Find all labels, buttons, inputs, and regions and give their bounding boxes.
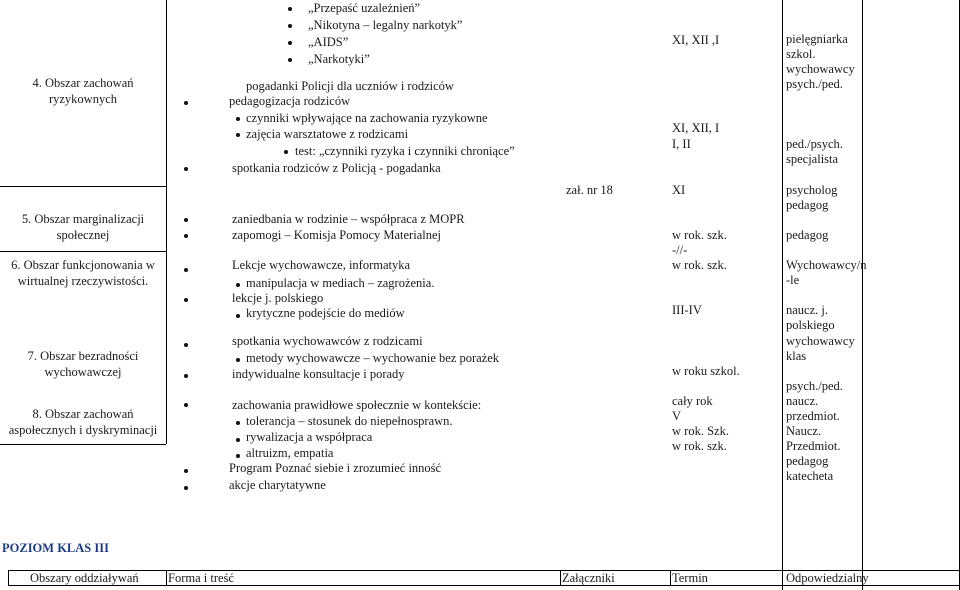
area-8-line-2: aspołecznych i dyskryminacji bbox=[8, 422, 158, 437]
responsible-value: pedagog bbox=[786, 198, 829, 212]
header-responsible: Odpowiedzialny bbox=[786, 571, 869, 585]
section-heading: POZIOM KLAS III bbox=[2, 541, 109, 555]
content-line: Program Poznać siebie i zrozumieć inność bbox=[229, 461, 442, 475]
bullet-icon bbox=[236, 358, 240, 362]
content-line: „Nikotyna – legalny narkotyk” bbox=[308, 18, 463, 32]
responsible-value: przedmiot. bbox=[786, 409, 840, 423]
bullet-icon bbox=[236, 421, 240, 425]
area-8 bbox=[0, 407, 166, 438]
content-line: zachowania prawidłowe społecznie w kontekście: bbox=[232, 398, 482, 412]
responsible-value: wychowawcy bbox=[786, 62, 855, 76]
responsible-value: szkol. bbox=[786, 47, 816, 61]
bullet-icon bbox=[184, 374, 188, 378]
area-7-line-2: wychowawczej bbox=[44, 364, 122, 379]
grid-line bbox=[862, 0, 863, 590]
responsible-value: psych./ped. bbox=[786, 77, 843, 91]
area-7-line-1: 7. Obszar bezradności bbox=[27, 349, 139, 363]
content-line: lekcje j. polskiego bbox=[232, 291, 324, 305]
responsible-value: katecheta bbox=[786, 469, 834, 483]
term-value: w rok. szk. bbox=[672, 228, 727, 242]
content-line: tolerancja – stosunek do niepełnosprawn. bbox=[246, 414, 453, 428]
term-value: w roku szkol. bbox=[672, 364, 740, 378]
header-attachments: Załączniki bbox=[562, 571, 615, 585]
grid-line bbox=[0, 444, 166, 445]
grid-line bbox=[670, 570, 671, 586]
term-value: XI bbox=[672, 183, 686, 197]
bullet-icon bbox=[236, 438, 240, 442]
area-4 bbox=[0, 76, 166, 107]
responsible-value: Wychowawcy/n bbox=[786, 258, 867, 272]
term-value: I, II bbox=[672, 137, 691, 151]
responsible-value: pielęgniarka bbox=[786, 32, 848, 46]
responsible-value: naucz. bbox=[786, 394, 819, 408]
responsible-value: Przedmiot. bbox=[786, 439, 841, 453]
grid-line bbox=[0, 251, 166, 252]
content-line: „Narkotyki” bbox=[308, 52, 370, 66]
term-value: XI, XII ,I bbox=[672, 33, 720, 47]
area-5-line-2: społecznej bbox=[56, 227, 110, 242]
content-line: spotkania rodziców z Policją - pogadanka bbox=[232, 161, 441, 175]
area-4-line-1: 4. Obszar zachowań bbox=[32, 76, 134, 90]
bullet-icon bbox=[184, 234, 188, 238]
content-line: spotkania wychowawców z rodzicami bbox=[232, 334, 423, 348]
area-5-line-1: 5. Obszar marginalizacji bbox=[21, 212, 145, 226]
content-line: zajęcia warsztatowe z rodzicami bbox=[246, 127, 409, 141]
area-6-line-2: wirtualnej rzeczywistości. bbox=[17, 273, 149, 288]
grid-line bbox=[560, 570, 561, 586]
bullet-icon bbox=[236, 133, 240, 137]
bullet-icon bbox=[184, 469, 188, 473]
bullet-icon bbox=[288, 41, 292, 45]
bullet-icon bbox=[288, 24, 292, 28]
grid-line bbox=[166, 0, 167, 444]
content-line: manipulacja w mediach – zagrożenia. bbox=[246, 276, 435, 290]
content-line: zaniedbania w rodzinie – współpraca z MOPR bbox=[232, 212, 465, 226]
header-areas: Obszary oddziaływań bbox=[30, 571, 139, 585]
area-7 bbox=[0, 349, 166, 380]
term-value: w rok. szk. bbox=[672, 258, 727, 272]
area-8-line-1: 8. Obszar zachowań bbox=[32, 407, 134, 421]
bullet-icon bbox=[184, 403, 188, 407]
grid-line bbox=[0, 186, 166, 187]
content-line: indywidualne konsultacje i porady bbox=[232, 367, 405, 381]
content-line: „Przepaść uzależnień” bbox=[308, 1, 421, 15]
bullet-icon bbox=[184, 343, 188, 347]
area-5 bbox=[0, 212, 166, 243]
bullet-icon bbox=[236, 117, 240, 121]
grid-line bbox=[8, 570, 9, 586]
area-6-line-1: 6. Obszar funkcjonowania w bbox=[11, 258, 155, 272]
content-line: pogadanki Policji dla uczniów i rodziców bbox=[246, 79, 454, 93]
term-value: -//- bbox=[672, 243, 688, 257]
responsible-value: ped./psych. bbox=[786, 137, 843, 151]
bullet-icon bbox=[284, 150, 288, 154]
bullet-icon bbox=[184, 218, 188, 222]
bullet-icon bbox=[236, 314, 240, 318]
content-line: „AIDS” bbox=[308, 35, 349, 49]
responsible-value: specjalista bbox=[786, 152, 839, 166]
content-line: pedagogizacja rodziców bbox=[229, 94, 351, 108]
responsible-value: psycholog bbox=[786, 183, 838, 197]
bullet-icon bbox=[288, 58, 292, 62]
content-line: test: „czynniki ryzyka i czynniki chroniące” bbox=[295, 144, 515, 158]
content-line: czynniki wpływające na zachowania ryzykowne bbox=[246, 111, 488, 125]
header-form: Forma i treść bbox=[168, 571, 234, 585]
term-value: V bbox=[672, 409, 682, 423]
content-line: rywalizacja a współpraca bbox=[246, 430, 373, 444]
term-value: XI, XII, I bbox=[672, 121, 720, 135]
bullet-icon bbox=[236, 454, 240, 458]
content-line: metody wychowawcze – wychowanie bez porażek bbox=[246, 351, 500, 365]
content-line: akcje charytatywne bbox=[229, 478, 326, 492]
responsible-value: wychowawcy bbox=[786, 334, 855, 348]
content-line: zapomogi – Komisja Pomocy Materialnej bbox=[232, 228, 441, 242]
bullet-icon bbox=[184, 268, 188, 272]
responsible-value: psych./ped. bbox=[786, 379, 843, 393]
content-line: Lekcje wychowawcze, informatyka bbox=[232, 258, 411, 272]
responsible-value: pedagog bbox=[786, 454, 829, 468]
grid-line bbox=[782, 0, 783, 590]
attachment-label: zał. nr 18 bbox=[566, 183, 613, 197]
header-term: Termin bbox=[672, 571, 708, 585]
bullet-icon bbox=[288, 7, 292, 11]
responsible-value: klas bbox=[786, 349, 807, 363]
term-value: w rok. szk. bbox=[672, 439, 727, 453]
responsible-value: Naucz. bbox=[786, 424, 822, 438]
grid-line bbox=[166, 570, 167, 586]
bullet-icon bbox=[184, 486, 188, 490]
term-value: cały rok bbox=[672, 394, 713, 408]
responsible-value: pedagog bbox=[786, 228, 829, 242]
content-line: krytyczne podejście do mediów bbox=[246, 306, 405, 320]
bullet-icon bbox=[184, 167, 188, 171]
term-value: w rok. Szk. bbox=[672, 424, 729, 438]
responsible-value: polskiego bbox=[786, 318, 835, 332]
bullet-icon bbox=[236, 283, 240, 287]
bullet-icon bbox=[184, 101, 188, 105]
term-value: III-IV bbox=[672, 303, 702, 317]
area-4-line-2: ryzykownych bbox=[48, 91, 118, 106]
responsible-value: -le bbox=[786, 273, 800, 287]
content-line: altruizm, empatia bbox=[246, 446, 334, 460]
bullet-icon bbox=[184, 298, 188, 302]
area-6 bbox=[0, 258, 166, 289]
responsible-value: naucz. j. bbox=[786, 303, 828, 317]
